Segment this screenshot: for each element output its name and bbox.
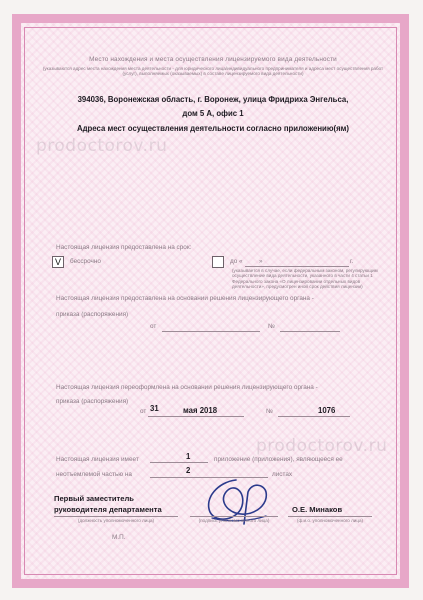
until-line (245, 266, 349, 267)
unlimited-checkbox: V (52, 256, 64, 268)
header-subtitle: (указываются адрес места нахождения места деятельности - для юридического лица/индивидуального предпринимателя и адреса мест осуществления работ (услуг), выполняемых (оказываемых) в составе лицензируемого вида деятельности) (42, 66, 384, 77)
address-line-1: 394036, Воронежская область, г. Воронеж, улица Фридриха Энгельса, (77, 95, 349, 104)
unlimited-label: бессрочно (70, 258, 101, 265)
address-line-2: дом 5 А, офис 1 (182, 109, 244, 118)
appendix-line-2-end: листах (272, 471, 293, 478)
appendix-count-1-line (150, 462, 208, 463)
watermark-bottom: prodoctorov.ru (256, 436, 388, 456)
address-line-3: Адреса мест осуществления деятельности согласно приложению(ям) (76, 124, 350, 133)
basis-number-line (280, 331, 340, 332)
reissue-line-2: приказа (распоряжения) (56, 398, 129, 405)
basis-from: от (150, 323, 157, 330)
reissue-day: 31 (150, 404, 159, 413)
reissue-month-year: мая 2018 (183, 406, 218, 415)
until-quote: » (259, 258, 263, 265)
reissue-num-sign: № (266, 408, 273, 415)
basis-date-line (162, 331, 260, 332)
until-checkbox (212, 256, 224, 268)
appendix-count-2: 2 (186, 466, 191, 475)
reissue-number: 1076 (318, 406, 336, 415)
caption-position: (должность уполномоченного лица) (77, 518, 155, 523)
signer-position-line-1: Первый заместитель (54, 494, 134, 503)
signer-name: О.Е. Минаков (292, 505, 343, 514)
term-label: Настоящая лицензия предоставлена на срок: (56, 244, 192, 251)
header-title: Место нахождения и места осуществления лицензируемого вида деятельности (89, 56, 337, 63)
caption-signature: (подпись уполномоченного лица) (198, 518, 270, 523)
stamp-place: М.П. (112, 534, 126, 541)
reissue-from: от (140, 408, 147, 415)
watermark-top: prodoctorov.ru (36, 136, 168, 156)
term-note: (указывается в случае, если федеральным законом, регулирующим осуществление вида деятельности, указанного в части 4 статьи 1 Федерального закона «О лицензировании отдельных видов деятельности», предусмотрен иной срок действия лицензии) (232, 268, 378, 290)
position-line (54, 516, 178, 517)
signature-line (190, 516, 278, 517)
until-year: г. (350, 258, 354, 265)
appendix-count-1: 1 (186, 452, 191, 461)
until-label: до « (230, 258, 243, 265)
basis-line-2: приказа (распоряжения) (56, 311, 129, 318)
basis-num: № (268, 323, 275, 330)
reissue-number-line (278, 416, 350, 417)
reissue-line-1: Настоящая лицензия переоформлена на основании решения лицензирующего органа - (56, 384, 318, 391)
name-line (288, 516, 372, 517)
caption-name: (ф.и.о. уполномоченного лица) (296, 518, 364, 523)
basis-line-1: Настоящая лицензия предоставлена на основании решения лицензирующего органа - (56, 295, 314, 302)
appendix-line-1-start: Настоящая лицензия имеет (56, 456, 139, 463)
appendix-line-2-start: неотъемлемой частью на (56, 471, 132, 478)
reissue-date-line (148, 416, 244, 417)
signer-position-line-2: руководителя департамента (54, 505, 162, 514)
appendix-line-1-end: приложение (приложения), являющееся ее (214, 456, 343, 463)
